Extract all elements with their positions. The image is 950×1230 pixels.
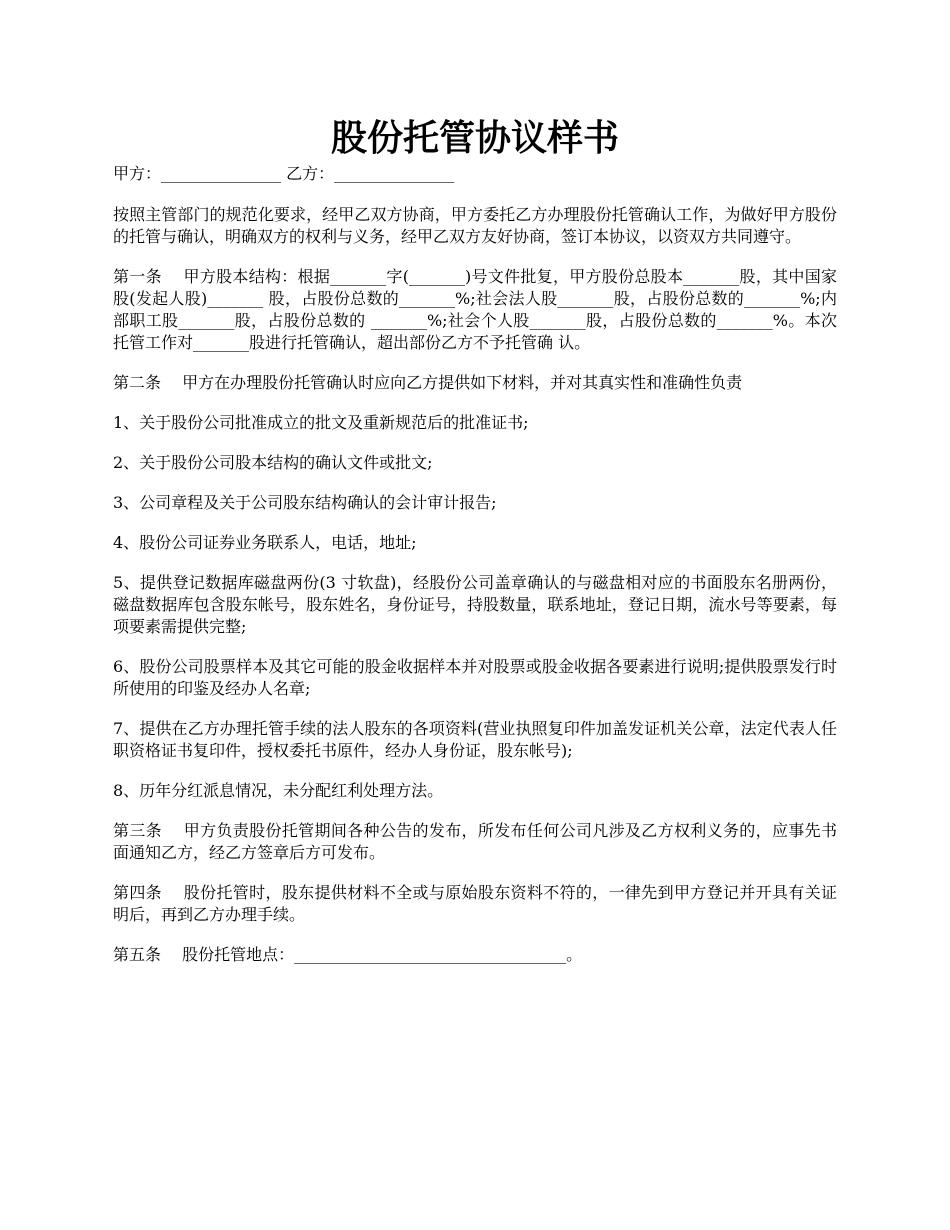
article-5: 第五条 股份托管地点：__________________________________。 [113,945,583,964]
document-title: 股份托管协议样书 [330,117,619,159]
list-item: 8、历年分红派息情况，未分配红利处理方法。 [113,781,444,800]
list-item: 6、股份公司股票样本及其它可能的股金收据样本并对股票或股金收据各要素进行说明;提供股票发行时所使用的印鉴及经办人名章; [113,657,837,698]
list-item: 4、股份公司证券业务联系人，电话，地址; [113,533,417,552]
list-item: 3、公司章程及关于公司股东结构确认的会计审计报告; [113,493,497,512]
list-item: 7、提供在乙方办理托管手续的法人股东的各项资料(营业执照复印件加盖发证机关公章，法定代表人任职资格证书复印件，授权委托书原件，经办人身份证，股东帐号); [113,719,837,760]
parties-line: 甲方：_______________ 乙方：_______________ [113,164,455,183]
list-item: 5、提供登记数据库磁盘两份(3 寸软盘)，经股份公司盖章确认的与磁盘相对应的书面股东名册两份，磁盘数据库包含股东帐号，股东姓名，身份证号，持股数量，联系地址，登记日期，流水号等要素，每项要素需提供完整; [113,573,837,636]
list-item: 1、关于股份公司批准成立的批文及重新规范后的批准证书; [113,413,529,432]
article-2: 第二条 甲方在办理股份托管确认时应向乙方提供如下材料，并对其真实性和准确性负责 [113,373,743,392]
article-3: 第三条 甲方负责股份托管期间各种公告的发布，所发布任何公司凡涉及乙方权利义务的，应事先书面通知乙方，经乙方签章后方可发布。 [113,821,837,862]
list-item: 2、关于股份公司股本结构的确认文件或批文; [113,453,433,472]
article-1: 第一条 甲方股本结构：根据_______字(_______)号文件批复，甲方股份总股本_______股，其中国家股(发起人股)_______ 股，占股份总数的_______%;社会法人股_______股，占股份总数的_______%;内部职工股_______股，占股份总数的 _______%;社会个人股_______股，占股份总数的_______%。本次托管工作对_______股进行托管确认，超出部份乙方不予托管确 认。 [113,267,837,352]
intro-paragraph: 按照主管部门的规范化要求，经甲乙双方协商，甲方委托乙方办理股份托管确认工作，为做好甲方股份的托管与确认，明确双方的权利与义务，经甲乙双方友好协商，签订本协议，以资双方共同遵守。 [113,205,837,246]
article-4: 第四条 股份托管时，股东提供材料不全或与原始股东资料不符的，一律先到甲方登记并开具有关证明后，再到乙方办理手续。 [113,883,837,924]
